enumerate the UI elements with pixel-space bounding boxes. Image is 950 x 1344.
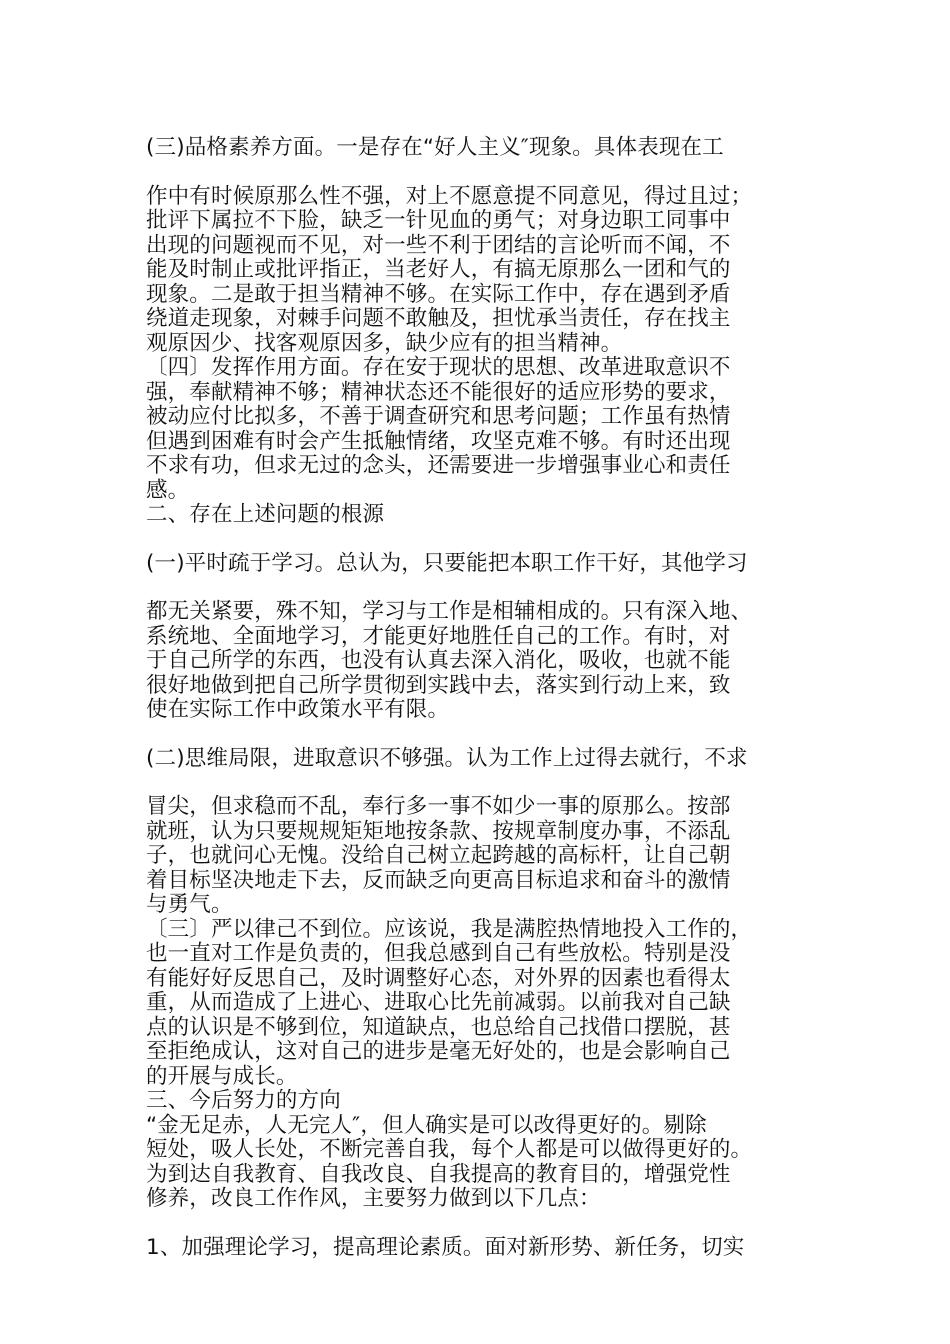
text-line: 使在实际工作中政策水平有限。 [146, 697, 450, 722]
text-line: 强，奉献精神不够；精神状态还不能很好的适应形势的要求， [146, 379, 731, 405]
text-line: 能及时制止或批评指正，当老好人，有搞无原那么一团和气的 [146, 257, 731, 282]
text-line: 但遇到困难有时会产生抵触情绪，攻坚克难不够。有时还出现 [146, 428, 731, 454]
text-line: 系统地、全面地学习，才能更好地胜任自己的工作。有时，对 [146, 623, 731, 649]
text-line: 点的认识是不够到位，知道缺点，也总给自己找借口摆脱，甚 [146, 1014, 731, 1040]
text-line: 子，也就问心无愧。没给自己树立起跨越的高标杆，让自己朝 [146, 843, 731, 868]
text-line: 就班，认为只要规规矩矩地按条款、按规章制度办事，不添乱 [146, 818, 731, 844]
text-line: 作中有时候原那么性不强，对上不愿意提不同意见，得过且过； [146, 183, 753, 209]
text-line: (三)品格素养方面。一是存在“好人主义″现象。具体表现在工 [146, 135, 724, 160]
text-line: 很好地做到把自己所学贯彻到实践中去，落实到行动上来，致 [146, 672, 731, 698]
text-line: 都无关紧要，殊不知，学习与工作是相辅相成的。只有深入地、 [146, 599, 753, 624]
text-line: 重，从而造成了上进心、进取心比先前减弱。以前我对自己缺 [146, 990, 731, 1015]
text-line: 修养，改良工作作风，主要努力做到以下几点： [146, 1186, 601, 1211]
text-line: 与勇气。 [146, 892, 233, 917]
text-line: 被动应付比拟多，不善于调查研究和思考问题；工作虽有热情 [146, 404, 731, 429]
text-line: “金无足赤，人无完人″，但人确实是可以改得更好的。剔除 [146, 1112, 707, 1138]
text-line: 有能好好反思自己，及时调整好心态，对外界的因素也看得太 [146, 965, 731, 991]
text-line: 的开展与成长。 [146, 1063, 298, 1089]
text-line: 现象。二是敢于担当精神不够。在实际工作中，存在遇到矛盾 [146, 281, 731, 307]
text-line: 1、加强理论学习，提高理论素质。面对新形势、新任务，切实 [146, 1234, 745, 1260]
text-line: 冒尖，但求稳而不乱，奉行多一事不如少一事的原那么。按部 [146, 794, 731, 819]
text-line: 〔三〕严以律己不到位。应该说，我是满腔热情地投入工作的， [146, 916, 753, 942]
text-line: 绕道走现象，对棘手问题不敢触及，担忧承当责任，存在找主 [146, 306, 731, 331]
section-heading: 三、今后努力的方向 [146, 1088, 341, 1113]
text-line: 感。 [146, 477, 190, 503]
text-line: 〔四〕发挥作用方面。存在安于现状的思想、改革进取意识不 [146, 355, 731, 380]
text-line: 出现的问题视而不见，对一些不利于团结的言论听而不闻，不 [146, 232, 731, 258]
text-line: 短处，吸人长处，不断完善自我，每个人都是可以做得更好的。 [146, 1137, 753, 1162]
text-line: 也一直对工作是负责的，但我总感到自己有些放松。特别是没 [146, 941, 731, 966]
text-line: 批评下属拉不下脸，缺乏一针见血的勇气；对身边职工同事中 [146, 208, 731, 233]
section-heading: 二、存在上述问题的根源 [146, 502, 385, 527]
text-line: 至拒绝成认，这对自己的进步是毫无好处的，也是会影响自己 [146, 1039, 731, 1064]
text-line: 着目标坚决地走下去，反而缺乏向更高目标追求和奋斗的激情 [146, 867, 731, 893]
document-page [146, 136, 818, 1260]
text-line: 为到达自我教育、自我改良、自我提高的教育目的，增强党性 [146, 1161, 731, 1187]
text-line: 于自己所学的东西，也没有认真去深入消化，吸收，也就不能 [146, 648, 731, 673]
text-line: 观原因少、找客观原因多，缺少应有的担当精神。 [146, 330, 623, 356]
text-line: (二)思维局限，进取意识不够强。认为工作上过得去就行，不求 [146, 745, 748, 771]
text-line: (一)平时疏于学习。总认为，只要能把本职工作干好，其他学习 [146, 550, 748, 576]
text-line: 不求有功，但求无过的念头，还需要进一步增强事业心和责任 [146, 453, 731, 478]
